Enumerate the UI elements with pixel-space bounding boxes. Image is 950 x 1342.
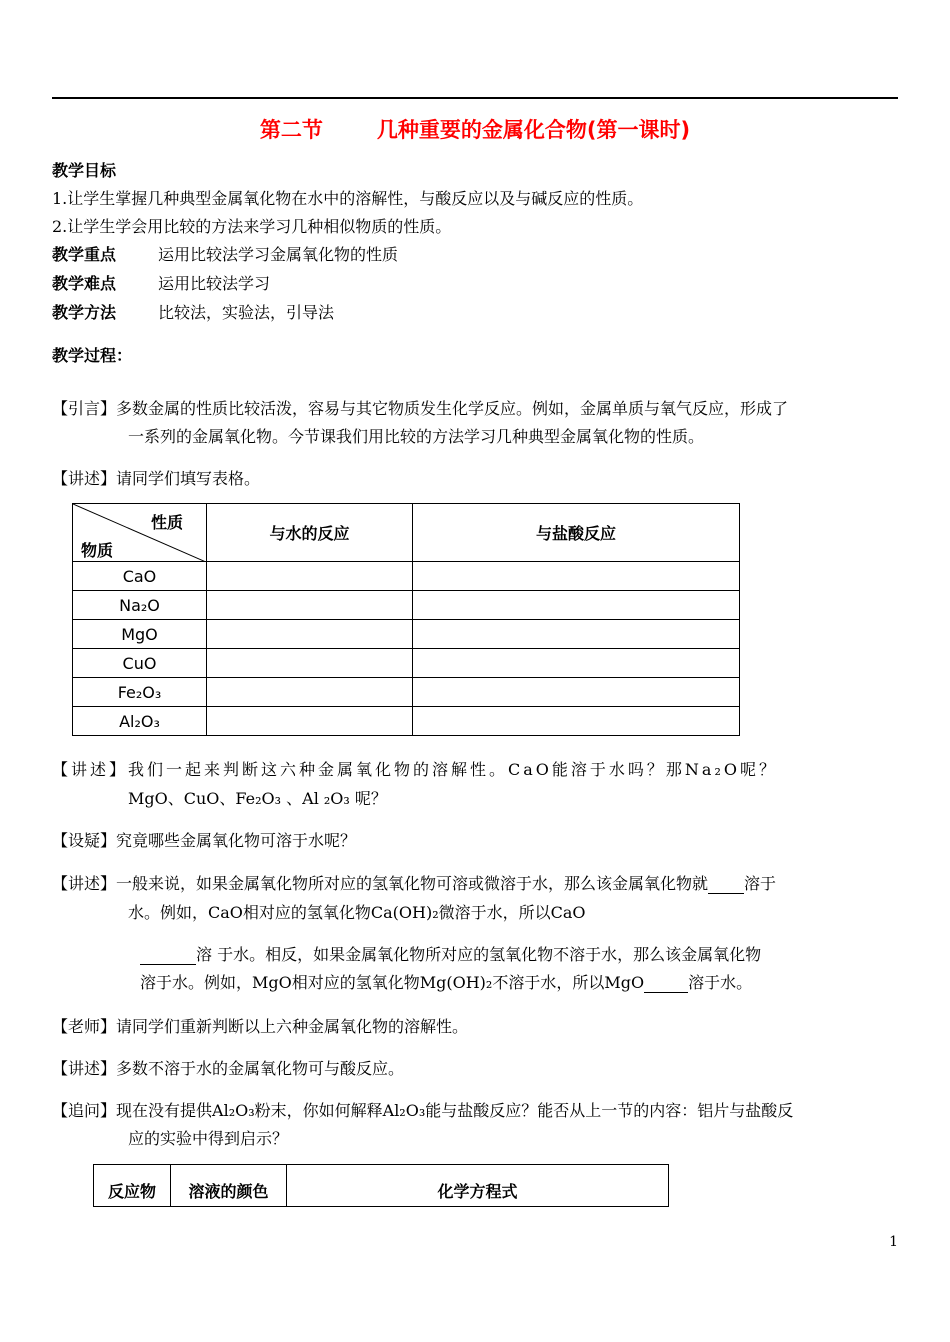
header-water-reaction: 与水的反应: [207, 504, 413, 562]
intro-paragraph: [52, 396, 788, 419]
method-value: 比较法，实验法，引导法: [158, 303, 335, 322]
question: [52, 828, 356, 851]
water-reaction-cell[interactable]: [207, 562, 413, 591]
followup-tag: 【追问】: [52, 1101, 117, 1120]
blank-3[interactable]: [644, 973, 688, 993]
objective-2: 2.让学生学会用比较的方法来学习几种相似物质的性质。: [52, 217, 452, 236]
lecture-3-line-4b: 溶于水。: [688, 973, 753, 992]
table-row: [73, 678, 740, 707]
acid-reaction-cell[interactable]: [413, 678, 740, 707]
row-substance: Fe₂O₃: [73, 678, 207, 707]
method-label: 教学方法: [52, 303, 117, 322]
oxide-properties-table: [72, 503, 740, 736]
lecture-2-line-2: MgO、CuO、Fe₂O₃ 、Al ₂O₃ 呢？: [128, 789, 387, 808]
question-text: 究竟哪些金属氧化物可溶于水呢？: [116, 831, 357, 850]
acid-reaction-cell[interactable]: [413, 562, 740, 591]
reaction-table: [93, 1164, 669, 1207]
question-tag: 【设疑】: [52, 831, 117, 850]
followup: [52, 1098, 793, 1121]
lecture-2-tag: 【讲述】: [52, 760, 129, 779]
process-heading: 教学过程：: [52, 346, 133, 365]
teacher: [52, 1014, 468, 1037]
blank-2[interactable]: [140, 945, 196, 965]
followup-line-2: 应的实验中得到启示？: [128, 1129, 289, 1148]
table-row: [73, 591, 740, 620]
difficulty-label: 教学难点: [52, 274, 117, 293]
acid-reaction-cell[interactable]: [413, 649, 740, 678]
teacher-tag: 【老师】: [52, 1017, 117, 1036]
teacher-text: 请同学们重新判断以上六种金属氧化物的溶解性。: [116, 1017, 469, 1036]
lecture-3: [52, 871, 776, 894]
header-substance: 物质: [81, 541, 114, 560]
header-equation: 化学方程式: [287, 1165, 669, 1207]
lecture-1: [52, 466, 260, 489]
header-property: 性质: [151, 513, 184, 532]
blank-1[interactable]: [708, 874, 744, 894]
objectives-heading: 教学目标: [52, 161, 117, 180]
lecture-4-tag: 【讲述】: [52, 1059, 117, 1078]
row-substance: MgO: [73, 620, 207, 649]
followup-line-1: 现在没有提供Al₂O₃粉末，你如何解释Al₂O₃能与盐酸反应？能否从上一节的内容：铝片与盐酸反: [116, 1101, 794, 1120]
lecture-3-line-1a: 一般来说，如果金属氧化物所对应的氢氧化物可溶或微溶于水，那么该金属氧化物就: [116, 874, 709, 893]
header-reactant: 反应物: [94, 1165, 171, 1207]
header-rule: [52, 97, 898, 99]
water-reaction-cell[interactable]: [207, 678, 413, 707]
table-row: [73, 707, 740, 736]
row-substance: CuO: [73, 649, 207, 678]
lecture-4: [52, 1056, 404, 1079]
header-acid-reaction: 与盐酸反应: [413, 504, 740, 562]
water-reaction-cell[interactable]: [207, 620, 413, 649]
lecture-1-text: 请同学们填写表格。: [116, 469, 261, 488]
acid-reaction-cell[interactable]: [413, 620, 740, 649]
title-section: 第二节: [259, 118, 323, 142]
header-solution-color: 溶液的颜色: [171, 1165, 287, 1207]
page-title: [0, 114, 950, 144]
acid-reaction-cell[interactable]: [413, 591, 740, 620]
lecture-2: [52, 757, 778, 780]
table-row: [73, 620, 740, 649]
water-reaction-cell[interactable]: [207, 591, 413, 620]
key-point-value: 运用比较法学习金属氧化物的性质: [158, 245, 399, 264]
title-topic: 几种重要的金属化合物(第一课时): [376, 118, 691, 142]
lecture-1-tag: 【讲述】: [52, 469, 117, 488]
lecture-3-line-3: [140, 942, 761, 965]
table-row: [73, 562, 740, 591]
objective-1: 1.让学生掌握几种典型金属氧化物在水中的溶解性，与酸反应以及与碱反应的性质。: [52, 189, 644, 208]
lecture-2-line-1: 我们一起来判断这六种金属氧化物的溶解性。CaO能溶于水吗？那Na₂O呢？: [128, 760, 778, 779]
intro-line-2: 一系列的金属氧化物。今节课我们用比较的方法学习几种典型金属氧化物的性质。: [128, 427, 705, 446]
table-row: [73, 649, 740, 678]
lecture-4-text: 多数不溶于水的金属氧化物可与酸反应。: [116, 1059, 405, 1078]
page-number: 1: [889, 1234, 898, 1250]
water-reaction-cell[interactable]: [207, 649, 413, 678]
water-reaction-cell[interactable]: [207, 707, 413, 736]
difficulty-value: 运用比较法学习: [158, 274, 271, 293]
row-substance: CaO: [73, 562, 207, 591]
intro-line-1: 多数金属的性质比较活泼，容易与其它物质发生化学反应。例如，金属单质与氧气反应，形成了: [116, 399, 789, 418]
lecture-3-line-2: 水。例如，CaO相对应的氢氧化物Ca(OH)₂微溶于水，所以CaO: [128, 903, 586, 922]
intro-tag: 【引言】: [52, 399, 117, 418]
row-substance: Al₂O₃: [73, 707, 207, 736]
key-point-label: 教学重点: [52, 245, 117, 264]
lecture-3-line-3a: 溶 于水。相反，如果金属氧化物所对应的氢氧化物不溶于水，那么该金属氧化物: [196, 945, 762, 964]
row-substance: Na₂O: [73, 591, 207, 620]
lecture-3-tag: 【讲述】: [52, 874, 117, 893]
lecture-3-line-1b: 溶于: [744, 874, 777, 893]
lecture-3-line-4: [140, 970, 752, 993]
diagonal-header-cell: [73, 504, 207, 562]
lecture-3-line-4a: 溶于水。例如，MgO相对应的氢氧化物Mg(OH)₂不溶于水，所以MgO: [140, 973, 645, 992]
acid-reaction-cell[interactable]: [413, 707, 740, 736]
